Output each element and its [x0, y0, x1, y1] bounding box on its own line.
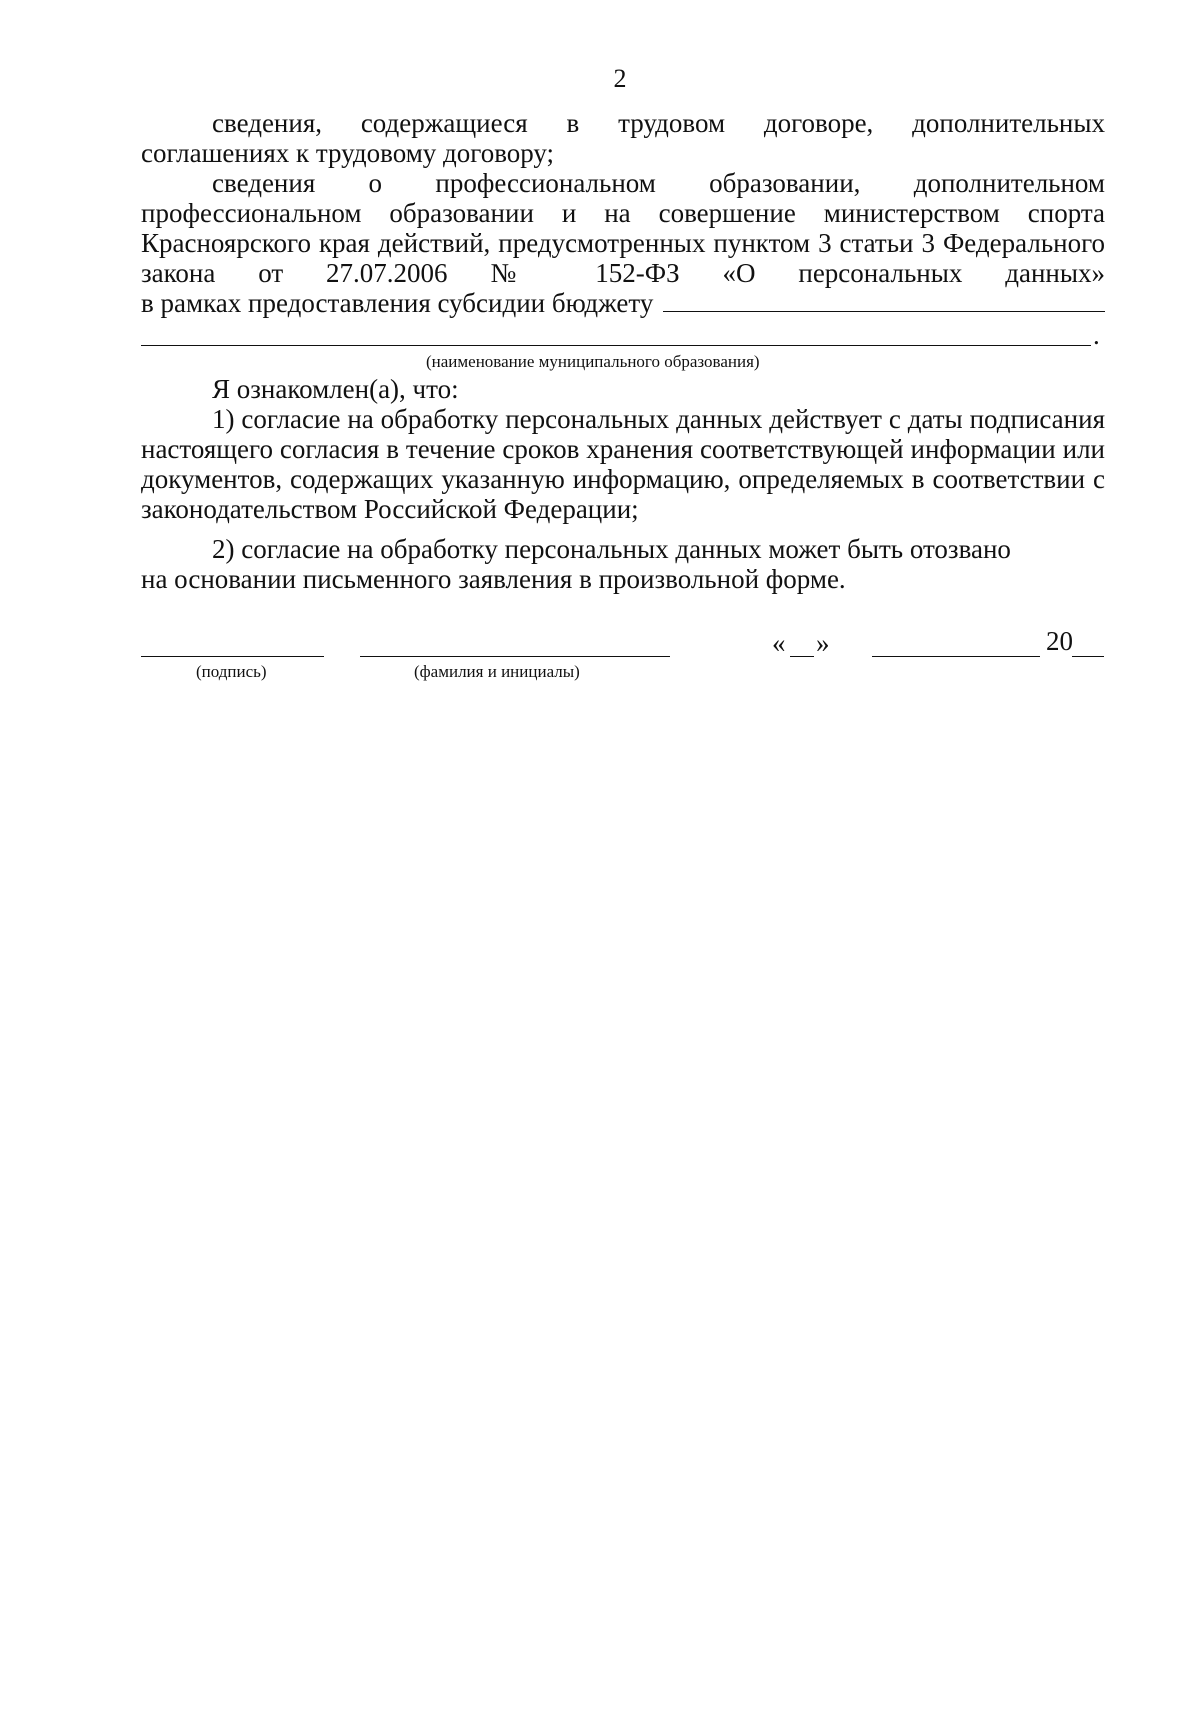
year-line [1072, 656, 1104, 657]
signature-line [141, 656, 324, 657]
paragraph-employment-contract [141, 108, 1105, 168]
paragraph-line: в рамках предоставления субсидии бюджету [141, 288, 654, 318]
name-caption: (фамилия и инициалы) [414, 662, 580, 681]
budget-line-row [141, 288, 1105, 318]
paragraph-education [141, 168, 1105, 318]
municipality-blank-line [141, 340, 1091, 346]
item-1-text: 1) согласие на обработку персональных данных действует с даты подписания настоящего согласия в течение сроков хранения соответствующей информации или документов, содержащих указанную информацию, определяемых в соответствии с законодательством Российской Федерации; [141, 404, 1105, 524]
signature-caption: (подпись) [196, 662, 267, 681]
municipality-caption: (наименование муниципального образования) [426, 352, 760, 371]
acknowledgement-heading: Я ознакомлен(а), что: [212, 374, 459, 404]
day-line [790, 656, 814, 657]
paragraph-line: соглашениях к трудовому договору; [141, 138, 555, 168]
month-line [872, 656, 1040, 657]
acknowledgement-block [141, 374, 1105, 404]
date-quote-open: « [772, 628, 786, 658]
item-2-line: 2) согласие на обработку персональных данных может быть отозвано [212, 534, 1011, 564]
paragraph-line: сведения, содержащиеся в трудовом договоре, дополнительных [212, 108, 1105, 138]
budget-blank-line [663, 289, 1105, 312]
item-2 [141, 534, 1105, 594]
paragraph-text: сведения о профессиональном образовании, дополнительном профессиональном образовании и на совершение министерством спорта Красноярского края действий, предусмотренных пунктом 3 статьи 3 Федерального закона от 27.07.2006 № 152-ФЗ «О персональных данных» [141, 168, 1105, 288]
year-prefix: 20 [1046, 626, 1073, 656]
line-end-dot: . [1093, 320, 1100, 350]
item-2-line: на основании письменного заявления в произвольной форме. [141, 564, 846, 594]
date-quote-close: » [816, 628, 830, 658]
item-1 [141, 404, 1105, 524]
name-line [360, 656, 670, 657]
page-number: 2 [613, 64, 627, 93]
